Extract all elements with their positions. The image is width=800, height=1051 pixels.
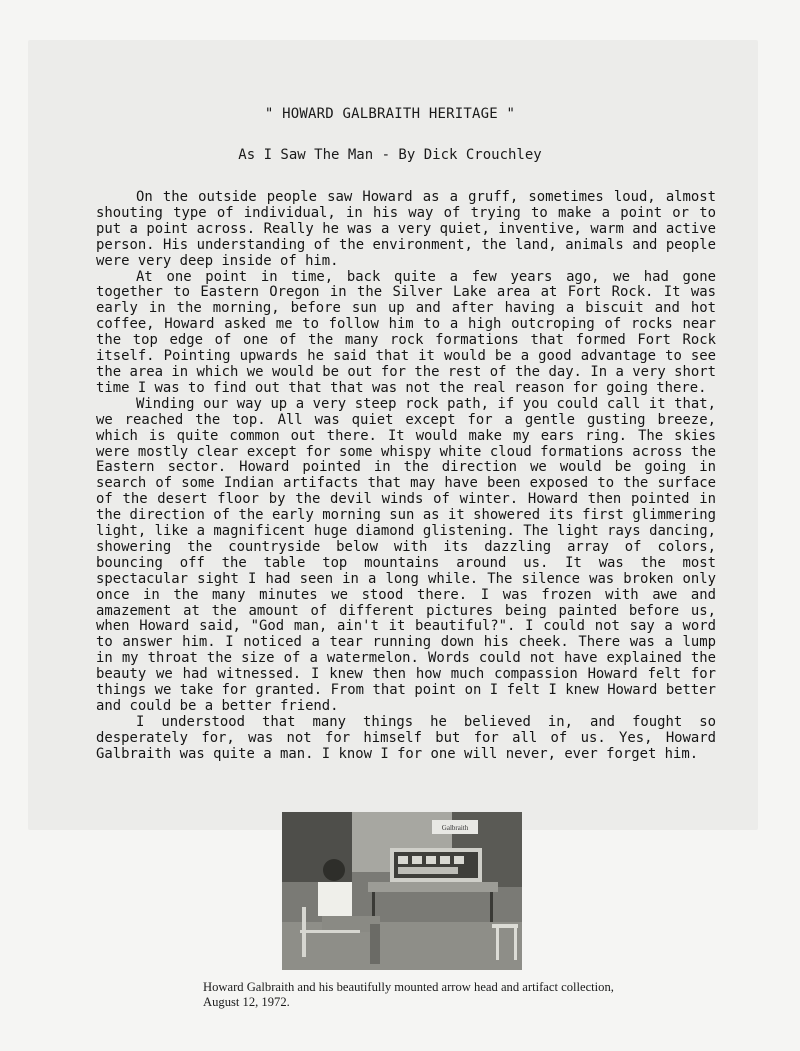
photo-caption: Howard Galbraith and his beautifully mounted arrow head and artifact collection, August 12, 1972. — [203, 980, 614, 1009]
article-title: " HOWARD GALBRAITH HERITAGE " — [264, 106, 516, 122]
photo-illustration — [282, 812, 522, 970]
photograph-galbraith-exhibit — [282, 812, 522, 970]
article-body — [96, 190, 716, 763]
exhibit-sign-text: Galbraith — [441, 824, 469, 832]
paragraph: Winding our way up a very steep rock path, if you could call it that, we reached the top. All was quiet except for a gentle gusting breeze, which is quite common out there. It would make my ears ring. The skies were mostly clear except for some whispy white cloud formations across the Eastern sector. Howard pointed in the direction we would be going in search of some Indian artifacts that may have been exposed to the surface of the desert floor by the devil winds of winter. Howard then pointed in the direction of the early morning sun as it showered its first glimmering light, like a magnificent huge diamond glistening. The light rays dancing, showering the countryside below with its dazzling array of colors, bouncing off the table top mountains around us. It was the most spectacular sight I had seen in a long while. The silence was broken only once in the many minutes we stood there. I was frozen with awe and amazement at the amount of different pictures being painted before us, when Howard said, "God man, ain't it beautiful?". I could not say a word to answer him. I noticed a tear running down his cheek. There was a lump in my throat the size of a watermelon. Words could not have explained the beauty we had witnessed. I knew then how much compassion Howard felt for things we take for granted. From that point on I felt I knew Howard better and could be a better friend. — [96, 395, 716, 714]
paragraph: On the outside people saw Howard as a gruff, sometimes loud, almost shouting type of individual, in his way of trying to make a point or to put a point across. Really he was a very quiet, inventive, warm and active person. His understanding of the environment, the land, animals and people were very deep inside of him. — [96, 189, 716, 269]
article-byline: As I Saw The Man - By Dick Crouchley — [238, 147, 542, 163]
paragraph: I understood that many things he believed in, and fought so desperately for, was not for himself but for all of us. Yes, Howard Galbraith was quite a man. I know I for one will never, ever forget him. — [96, 713, 716, 762]
paragraph: At one point in time, back quite a few years ago, we had gone together to Eastern Oregon in the Silver Lake area at Fort Rock. It was early in the morning, before sun up and after having a biscuit and hot coffee, Howard asked me to follow him to a high outcroping of rocks near the top edge of one of the many rock formations that formed Fort Rock itself. Pointing upwards he said that it would be a good advantage to see the area in which we would be out for the rest of the day. In a very short time I was to find out that that was not the real reason for going there. — [96, 268, 716, 396]
